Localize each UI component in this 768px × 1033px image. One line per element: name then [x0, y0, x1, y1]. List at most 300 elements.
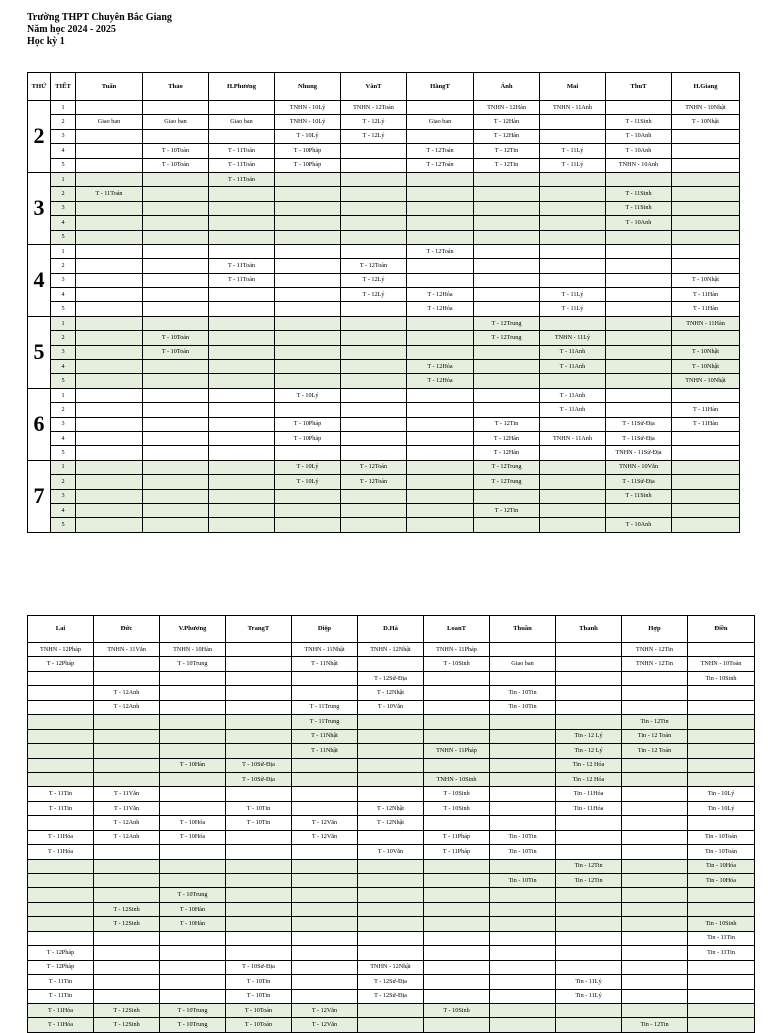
- schedule-cell: T - 12Văn: [292, 1003, 358, 1017]
- schedule-cell: [606, 273, 672, 287]
- schedule-cell: [540, 187, 606, 201]
- schedule-cell: [226, 657, 292, 671]
- schedule-cell: [341, 388, 407, 402]
- schedule-cell: [424, 960, 490, 974]
- schedule-cell: [292, 772, 358, 786]
- schedule-cell: TNHN - 12Nhật: [358, 643, 424, 657]
- schedule-cell: [341, 489, 407, 503]
- schedule-cell: [209, 431, 275, 445]
- schedule-cell: T - 10Toán: [143, 331, 209, 345]
- schedule-cell: [209, 216, 275, 230]
- schedule-cell: T - 11Toán: [209, 158, 275, 172]
- schedule-cell: [672, 331, 740, 345]
- schedule-cell: [358, 902, 424, 916]
- period-number: 2: [51, 115, 76, 129]
- schedule-cell: T - 12Toán: [341, 259, 407, 273]
- schedule-cell: TNHN - 11Anh: [540, 431, 606, 445]
- schedule-cell: [672, 244, 740, 258]
- schedule-cell: [94, 888, 160, 902]
- schedule-cell: T - 12Anh: [94, 816, 160, 830]
- schedule-cell: T - 12Toán: [407, 158, 474, 172]
- schedule-cell: [76, 158, 143, 172]
- schedule-cell: [358, 888, 424, 902]
- schedule-cell: [275, 244, 341, 258]
- table-row: [28, 475, 740, 489]
- schedule-cell: [292, 960, 358, 974]
- schedule-cell: Giao ban: [209, 115, 275, 129]
- schedule-cell: [358, 946, 424, 960]
- schedule-cell: [358, 729, 424, 743]
- schedule-cell: T - 11Văn: [94, 787, 160, 801]
- table-row: [28, 403, 740, 417]
- schedule-cell: Tin - 12 Toán: [622, 729, 688, 743]
- schedule-cell: [275, 503, 341, 517]
- schedule-cell: T - 12Anh: [94, 830, 160, 844]
- schedule-cell: T - 11Sinh: [606, 201, 672, 215]
- schedule-cell: [622, 902, 688, 916]
- schedule-cell: T - 11Nhật: [292, 729, 358, 743]
- schedule-cell: [424, 946, 490, 960]
- schedule-cell: [672, 259, 740, 273]
- schedule-cell: [358, 931, 424, 945]
- schedule-cell: [341, 403, 407, 417]
- schedule-cell: [424, 758, 490, 772]
- schedule-cell: T - 10Pháp: [275, 144, 341, 158]
- schedule-cell: [358, 917, 424, 931]
- table-row: [28, 273, 740, 287]
- schedule-cell: [226, 931, 292, 945]
- table-row: [28, 888, 755, 902]
- schedule-cell: [143, 446, 209, 460]
- schedule-cell: T - 11Toán: [209, 172, 275, 186]
- schedule-cell: [341, 345, 407, 359]
- schedule-cell: [407, 489, 474, 503]
- schedule-cell: [143, 244, 209, 258]
- period-number: 3: [51, 201, 76, 215]
- period-number: 3: [51, 489, 76, 503]
- schedule-cell: T - 11Sử-Địa: [606, 431, 672, 445]
- schedule-cell: TNHN - 10Lý: [275, 115, 341, 129]
- schedule-cell: [275, 446, 341, 460]
- schedule-cell: [275, 288, 341, 302]
- schedule-cell: [143, 172, 209, 186]
- schedule-cell: [28, 758, 94, 772]
- period-number: 5: [51, 158, 76, 172]
- schedule-cell: [606, 403, 672, 417]
- schedule-cell: TNHN - 10Hàn: [160, 643, 226, 657]
- table-row: [28, 503, 740, 517]
- schedule-cell: [94, 671, 160, 685]
- column-header: Mai: [540, 73, 606, 101]
- schedule-cell: T - 10Sinh: [424, 1003, 490, 1017]
- schedule-cell: [94, 845, 160, 859]
- table-row: [28, 129, 740, 143]
- schedule-cell: T - 12Văn: [292, 830, 358, 844]
- table-row: [28, 460, 740, 474]
- schedule-cell: [341, 244, 407, 258]
- table-row: [28, 715, 755, 729]
- schedule-cell: [540, 446, 606, 460]
- schedule-cell: [143, 216, 209, 230]
- schedule-cell: [226, 888, 292, 902]
- schedule-cell: [407, 316, 474, 330]
- schedule-cell: T - 11Tin: [28, 787, 94, 801]
- schedule-cell: [160, 772, 226, 786]
- schedule-cell: [341, 518, 407, 532]
- schedule-cell: [209, 475, 275, 489]
- schedule-cell: TNHN - 12Tin: [622, 643, 688, 657]
- schedule-cell: T - 12Trung: [474, 331, 540, 345]
- schedule-cell: T - 10Nhật: [672, 360, 740, 374]
- schedule-cell: Tin - 11Lý: [556, 989, 622, 1003]
- schedule-cell: [143, 230, 209, 244]
- schedule-cell: T - 12Hàn: [474, 115, 540, 129]
- schedule-cell: [76, 331, 143, 345]
- schedule-cell: [226, 729, 292, 743]
- schedule-cell: T - 11Pháp: [424, 830, 490, 844]
- schedule-cell: T - 10Anh: [606, 129, 672, 143]
- schedule-cell: T - 10Anh: [606, 216, 672, 230]
- schedule-cell: [474, 259, 540, 273]
- period-number: 2: [51, 331, 76, 345]
- schedule-cell: [407, 273, 474, 287]
- schedule-cell: [424, 700, 490, 714]
- schedule-cell: [556, 1003, 622, 1017]
- schedule-cell: [275, 403, 341, 417]
- schedule-cell: [622, 960, 688, 974]
- schedule-cell: [407, 403, 474, 417]
- schedule-cell: T - 12Tin: [474, 417, 540, 431]
- schedule-cell: T - 11Sinh: [606, 187, 672, 201]
- schedule-cell: [76, 201, 143, 215]
- schedule-cell: [275, 316, 341, 330]
- schedule-cell: T - 11Hóa: [28, 1018, 94, 1032]
- schedule-cell: [226, 715, 292, 729]
- schedule-cell: [292, 902, 358, 916]
- schedule-cell: [76, 316, 143, 330]
- schedule-cell: [94, 758, 160, 772]
- schedule-cell: T - 11Lý: [540, 302, 606, 316]
- schedule-cell: [622, 671, 688, 685]
- schedule-cell: [556, 931, 622, 945]
- schedule-cell: [76, 288, 143, 302]
- schedule-cell: [209, 244, 275, 258]
- schedule-cell: T - 12Sử-Địa: [358, 975, 424, 989]
- schedule-cell: [28, 902, 94, 916]
- table-row: [28, 230, 740, 244]
- schedule-cell: [143, 259, 209, 273]
- schedule-cell: [688, 772, 755, 786]
- schedule-cell: [490, 801, 556, 815]
- schedule-cell: [28, 816, 94, 830]
- schedule-cell: [556, 816, 622, 830]
- schedule-cell: [490, 787, 556, 801]
- schedule-cell: [275, 201, 341, 215]
- schedule-cell: T - 12Nhật: [358, 801, 424, 815]
- schedule-cell: [606, 388, 672, 402]
- schedule-cell: [556, 960, 622, 974]
- table-row: [28, 1003, 755, 1017]
- schedule-cell: [556, 700, 622, 714]
- schedule-cell: [209, 503, 275, 517]
- schedule-cell: T - 10Sinh: [424, 787, 490, 801]
- schedule-cell: [341, 374, 407, 388]
- schedule-cell: [407, 518, 474, 532]
- schedule-cell: [672, 503, 740, 517]
- schedule-cell: [407, 475, 474, 489]
- schedule-cell: [606, 503, 672, 517]
- schedule-cell: Giao ban: [76, 115, 143, 129]
- schedule-cell: [160, 715, 226, 729]
- schedule-cell: [474, 288, 540, 302]
- column-header: H.Giang: [672, 73, 740, 101]
- schedule-cell: Tin - 10Tin: [490, 874, 556, 888]
- schedule-cell: [622, 989, 688, 1003]
- period-number: 4: [51, 216, 76, 230]
- schedule-cell: T - 11Hóa: [28, 845, 94, 859]
- table-row: [28, 115, 740, 129]
- schedule-cell: [474, 388, 540, 402]
- period-number: 2: [51, 259, 76, 273]
- table-row: [28, 446, 740, 460]
- schedule-cell: [424, 902, 490, 916]
- schedule-cell: [672, 129, 740, 143]
- schedule-cell: [407, 187, 474, 201]
- schedule-cell: [688, 960, 755, 974]
- schedule-cell: T - 11Toán: [209, 144, 275, 158]
- schedule-cell: [556, 643, 622, 657]
- period-number: 3: [51, 273, 76, 287]
- schedule-cell: Giao ban: [490, 657, 556, 671]
- schedule-cell: TNHN - 11Sử-Địa: [606, 446, 672, 460]
- schedule-cell: [341, 187, 407, 201]
- schedule-cell: [540, 244, 606, 258]
- column-header: TrangT: [226, 616, 292, 643]
- table-row: [28, 801, 755, 815]
- schedule-cell: [490, 643, 556, 657]
- schedule-cell: [292, 989, 358, 1003]
- schedule-cell: [540, 172, 606, 186]
- schedule-cell: [275, 345, 341, 359]
- schedule-cell: T - 12Pháp: [28, 657, 94, 671]
- timetable-part-2: [27, 615, 755, 1033]
- schedule-cell: TNHN - 12Tin: [622, 657, 688, 671]
- schedule-cell: [407, 201, 474, 215]
- schedule-cell: TNHN - 10Lý: [275, 101, 341, 115]
- schedule-cell: T - 12Tin: [474, 158, 540, 172]
- schedule-cell: [76, 129, 143, 143]
- schedule-cell: [28, 917, 94, 931]
- schedule-cell: Tin - 11Tin: [688, 931, 755, 945]
- schedule-cell: [341, 302, 407, 316]
- schedule-cell: [76, 489, 143, 503]
- period-number: 3: [51, 417, 76, 431]
- table-row: [28, 845, 755, 859]
- schedule-cell: [490, 946, 556, 960]
- schedule-cell: Tin - 12 Lý: [556, 729, 622, 743]
- schedule-cell: [474, 302, 540, 316]
- schedule-cell: [622, 830, 688, 844]
- schedule-cell: [474, 374, 540, 388]
- table-row: [28, 657, 755, 671]
- period-number: 5: [51, 446, 76, 460]
- schedule-cell: [622, 700, 688, 714]
- schedule-cell: T - 11Anh: [540, 388, 606, 402]
- schedule-cell: [606, 360, 672, 374]
- period-number: 1: [51, 244, 76, 258]
- term: Học kỳ 1: [27, 36, 65, 47]
- schedule-cell: [672, 216, 740, 230]
- schedule-cell: [292, 946, 358, 960]
- schedule-cell: [292, 888, 358, 902]
- schedule-cell: [209, 388, 275, 402]
- schedule-cell: [424, 715, 490, 729]
- schedule-cell: [94, 744, 160, 758]
- schedule-cell: [474, 518, 540, 532]
- schedule-cell: [160, 859, 226, 873]
- schedule-cell: [672, 388, 740, 402]
- schedule-cell: T - 12Văn: [292, 1018, 358, 1032]
- schedule-cell: [28, 671, 94, 685]
- schedule-cell: [341, 216, 407, 230]
- schedule-cell: TNHN - 11Pháp: [424, 643, 490, 657]
- schedule-cell: [556, 715, 622, 729]
- schedule-cell: T - 12Hàn: [474, 129, 540, 143]
- schedule-cell: [358, 744, 424, 758]
- schedule-cell: [209, 417, 275, 431]
- schedule-cell: [226, 946, 292, 960]
- schedule-cell: [474, 403, 540, 417]
- schedule-cell: [28, 859, 94, 873]
- schedule-cell: T - 12Toán: [407, 144, 474, 158]
- schedule-cell: T - 12Lý: [341, 288, 407, 302]
- schedule-cell: [209, 360, 275, 374]
- table-row: [28, 1018, 755, 1032]
- schedule-cell: T - 12Tin: [474, 144, 540, 158]
- schedule-cell: [688, 989, 755, 1003]
- schedule-cell: T - 10Toán: [143, 144, 209, 158]
- schedule-cell: T - 12Sử-Địa: [358, 989, 424, 1003]
- schedule-cell: [688, 1003, 755, 1017]
- day-label: 2: [28, 101, 51, 173]
- schedule-cell: [275, 518, 341, 532]
- schedule-cell: [292, 671, 358, 685]
- schedule-cell: [556, 946, 622, 960]
- schedule-cell: [94, 715, 160, 729]
- schedule-cell: [76, 230, 143, 244]
- day-label: 4: [28, 244, 51, 316]
- schedule-cell: [143, 431, 209, 445]
- schedule-cell: [275, 360, 341, 374]
- schedule-cell: [490, 902, 556, 916]
- schedule-cell: T - 10Trung: [160, 1003, 226, 1017]
- schedule-cell: [76, 244, 143, 258]
- schedule-cell: [341, 417, 407, 431]
- table-row: [28, 729, 755, 743]
- schedule-cell: TNHN - 10Văn: [606, 460, 672, 474]
- schedule-cell: [622, 1003, 688, 1017]
- schedule-cell: [341, 503, 407, 517]
- column-header: VânT: [341, 73, 407, 101]
- schedule-cell: [407, 172, 474, 186]
- table-row: [28, 816, 755, 830]
- schedule-cell: Tin - 10Sinh: [688, 917, 755, 931]
- schedule-cell: TNHN - 11Nhật: [292, 643, 358, 657]
- schedule-cell: T - 11Sinh: [606, 489, 672, 503]
- schedule-cell: [407, 503, 474, 517]
- schedule-cell: [226, 744, 292, 758]
- schedule-cell: [672, 518, 740, 532]
- schedule-cell: [688, 758, 755, 772]
- schedule-cell: T - 12Tin: [474, 503, 540, 517]
- column-header: Điền: [688, 616, 755, 643]
- schedule-cell: [672, 172, 740, 186]
- schedule-cell: Tin - 10Hóa: [688, 874, 755, 888]
- schedule-cell: T - 10Anh: [606, 144, 672, 158]
- schedule-cell: [28, 729, 94, 743]
- schedule-cell: T - 10Tin: [226, 816, 292, 830]
- schedule-cell: T - 12Toán: [341, 475, 407, 489]
- schedule-cell: [407, 216, 474, 230]
- schedule-cell: [292, 917, 358, 931]
- schedule-cell: [209, 331, 275, 345]
- table-row: [28, 417, 740, 431]
- schedule-cell: Tin - 12Tin: [556, 874, 622, 888]
- table-row: [28, 187, 740, 201]
- schedule-cell: [407, 431, 474, 445]
- schedule-cell: T - 11Toán: [209, 273, 275, 287]
- schedule-cell: [540, 230, 606, 244]
- schedule-cell: [275, 259, 341, 273]
- schedule-cell: [540, 259, 606, 273]
- schedule-cell: Giao ban: [143, 115, 209, 129]
- schedule-cell: [341, 230, 407, 244]
- schedule-cell: T - 12Hàn: [474, 431, 540, 445]
- schedule-cell: [490, 729, 556, 743]
- schedule-cell: [94, 975, 160, 989]
- schedule-cell: T - 10Toán: [226, 1018, 292, 1032]
- schedule-cell: [76, 101, 143, 115]
- schedule-cell: [556, 686, 622, 700]
- schedule-cell: T - 10Lý: [275, 460, 341, 474]
- schedule-cell: [490, 859, 556, 873]
- schedule-cell: [424, 931, 490, 945]
- schedule-cell: [209, 187, 275, 201]
- schedule-cell: Tin - 12 Toán: [622, 744, 688, 758]
- schedule-cell: [275, 273, 341, 287]
- schedule-cell: [606, 259, 672, 273]
- schedule-cell: [226, 845, 292, 859]
- schedule-cell: [94, 989, 160, 1003]
- column-header: Thuần: [490, 616, 556, 643]
- table-row: [28, 316, 740, 330]
- table-row: [28, 288, 740, 302]
- schedule-cell: [556, 657, 622, 671]
- schedule-cell: T - 12Nhật: [358, 686, 424, 700]
- schedule-cell: T - 10Nhật: [672, 273, 740, 287]
- schedule-cell: [292, 845, 358, 859]
- column-header: Thanh: [556, 616, 622, 643]
- day-label: 3: [28, 172, 51, 244]
- schedule-cell: TNHN - 10Sinh: [424, 772, 490, 786]
- schedule-cell: TNHN - 10Anh: [606, 158, 672, 172]
- schedule-cell: [160, 671, 226, 685]
- school-name: Trường THPT Chuyên Bắc Giang: [27, 12, 172, 23]
- schedule-cell: [292, 787, 358, 801]
- schedule-cell: T - 11Hàn: [672, 403, 740, 417]
- schedule-cell: [540, 460, 606, 474]
- schedule-cell: [341, 446, 407, 460]
